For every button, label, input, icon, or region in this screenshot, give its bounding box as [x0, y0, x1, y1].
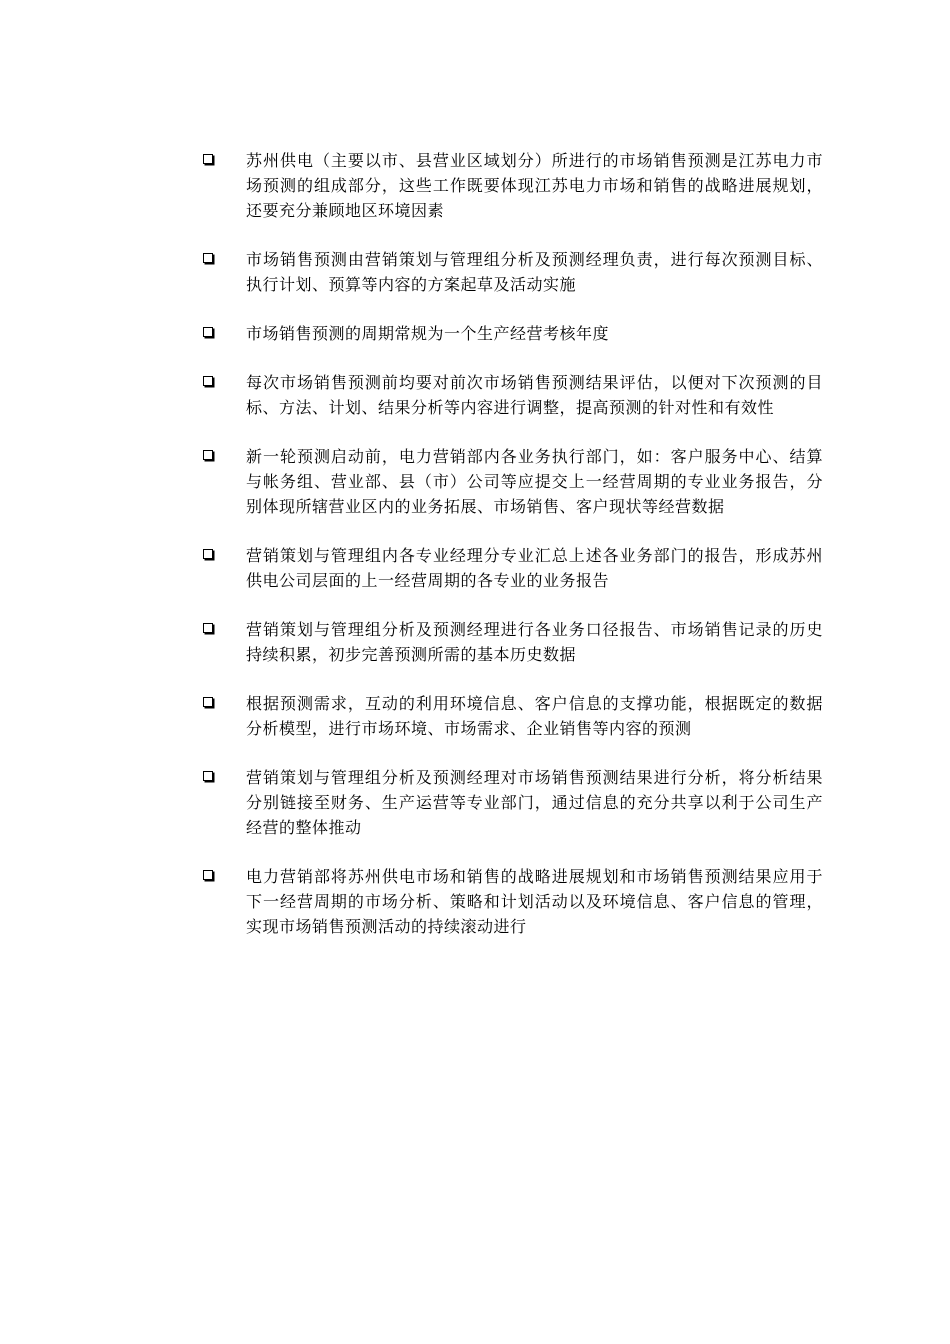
list-item	[203, 617, 823, 667]
list-item	[203, 370, 823, 420]
list-item	[203, 765, 823, 840]
list-item-text: 苏州供电（主要以市、县营业区域划分）所进行的市场销售预测是江苏电力市场预测的组成部分，这些工作既要体现江苏电力市场和销售的战略进展规划，还要充分兼顾地区环境因素	[246, 151, 823, 220]
list-item-text: 每次市场销售预测前均要对前次市场销售预测结果评估，以便对下次预测的目标、方法、计划、结果分析等内容进行调整，提高预测的针对性和有效性	[246, 373, 823, 417]
checkbox-square-icon	[203, 697, 213, 707]
checkbox-square-icon	[203, 450, 213, 460]
checkbox-square-icon	[203, 376, 213, 386]
list-item-text: 电力营销部将苏州供电市场和销售的战略进展规划和市场销售预测结果应用于下一经营周期的市场分析、策略和计划活动以及环境信息、客户信息的管理，实现市场销售预测活动的持续滚动进行	[246, 867, 823, 936]
checkbox-square-icon	[203, 253, 213, 263]
checkbox-square-icon	[203, 870, 213, 880]
list-item-text: 市场销售预测的周期常规为一个生产经营考核年度	[246, 324, 610, 343]
checkbox-square-icon	[203, 623, 213, 633]
checkbox-square-icon	[203, 549, 213, 559]
bullet-list	[203, 148, 823, 939]
list-item	[203, 691, 823, 741]
list-item	[203, 321, 823, 346]
list-item-text: 营销策划与管理组分析及预测经理对市场销售预测结果进行分析，将分析结果分别链接至财务、生产运营等专业部门，通过信息的充分共享以利于公司生产经营的整体推动	[246, 768, 823, 837]
list-item	[203, 444, 823, 519]
list-item-text: 根据预测需求，互动的利用环境信息、客户信息的支撑功能，根据既定的数据分析模型，进行市场环境、市场需求、企业销售等内容的预测	[246, 694, 823, 738]
checkbox-square-icon	[203, 327, 213, 337]
list-item	[203, 247, 823, 297]
list-item-text: 市场销售预测由营销策划与管理组分析及预测经理负责，进行每次预测目标、执行计划、预算等内容的方案起草及活动实施	[246, 250, 823, 294]
checkbox-square-icon	[203, 771, 213, 781]
list-item	[203, 864, 823, 939]
list-item	[203, 148, 823, 223]
list-item	[203, 543, 823, 593]
list-item-text: 营销策划与管理组分析及预测经理进行各业务口径报告、市场销售记录的历史持续积累，初步完善预测所需的基本历史数据	[246, 620, 823, 664]
checkbox-square-icon	[203, 154, 213, 164]
list-item-text: 新一轮预测启动前，电力营销部内各业务执行部门，如：客户服务中心、结算与帐务组、营业部、县（市）公司等应提交上一经营周期的专业业务报告，分别体现所辖营业区内的业务拓展、市场销售、客户现状等经营数据	[246, 447, 823, 516]
list-item-text: 营销策划与管理组内各专业经理分专业汇总上述各业务部门的报告，形成苏州供电公司层面的上一经营周期的各专业的业务报告	[246, 546, 823, 590]
